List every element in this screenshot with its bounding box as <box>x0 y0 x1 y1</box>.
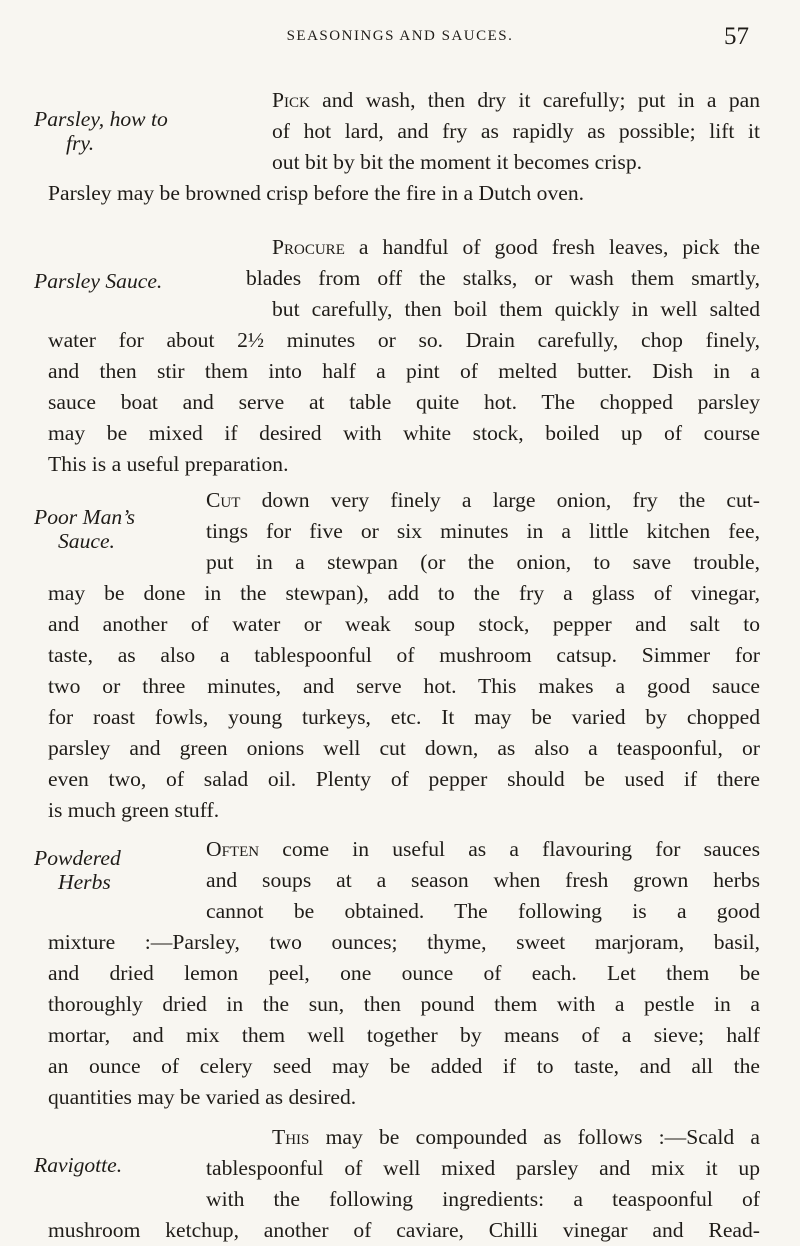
opening-word: Cut <box>206 488 241 512</box>
entry-paragraph: Pick and wash, then dry it carefully; put in a pan of hot lard, and fry as rapidly as possible; lift it out bit by bit the moment it becomes crisp. Parsley may be browned crisp before the fire in a Dutch oven. <box>48 88 760 205</box>
side-heading: Parsley, how to fry. <box>34 107 168 155</box>
entry-powdered-herbs <box>0 834 800 1113</box>
opening-word: Procure <box>272 235 345 259</box>
opening-word: This <box>272 1125 310 1149</box>
entry-parsley-fry <box>0 85 800 209</box>
opening-word: Often <box>206 837 260 861</box>
page-header <box>0 0 800 50</box>
entry-paragraph: Procure a handful of good fresh leaves, pick the blades from off the stalks, or wash them smartly, but carefully, then boil them quickly in well salted water for about 2½ minutes or so. Drain carefully, chop finely, and then stir them into half a pint of melted butter. Dish in a sauce boat and serve at table quite hot. The chopped parsley may be mixed if desired with white stock, boiled up of course This is a useful preparation. <box>48 235 760 476</box>
entry-paragraph: This may be compounded as follows :—Scald a tablespoonful of well mixed parsley and mix it up with the following ingredients: a teaspoonful of mushroom ketchup, another of caviare, Chilli vinegar and Read- <box>48 1125 760 1242</box>
entry-parsley-sauce <box>0 232 800 480</box>
side-heading: Powdered Herbs <box>34 846 121 894</box>
side-heading: Ravigotte. <box>34 1153 123 1177</box>
opening-word: Pick <box>272 88 310 112</box>
entry-ravigotte <box>0 1122 800 1246</box>
side-heading: Poor Man’s Sauce. <box>34 505 135 553</box>
side-heading: Parsley Sauce. <box>34 269 163 293</box>
page-number: 57 <box>724 23 749 50</box>
entry-paragraph: Often come in useful as a flavouring for sauces and soups at a season when fresh grown herbs cannot be obtained. The following is a good mixture :—Parsley, two ounces; thyme, sweet marjoram, basil, and dried lemon peel, one ounce of each. Let them be thoroughly dried in the sun, then pound them with a pestle in a mortar, and mix them well together by means of a sieve; half an ounce of celery seed may be added if to taste, and all the quantities may be varied as desired. <box>48 837 760 1109</box>
entry-poor-mans-sauce <box>0 485 800 826</box>
running-head: SEASONINGS AND SAUCES. <box>286 28 514 44</box>
entry-paragraph: Cut down very finely a large onion, fry the cut- tings for five or six minutes in a little kitchen fee, put in a stewpan (or the onion, to save trouble, may be done in the stewpan), add to the fry a glass of vinegar, and another of water or weak soup stock, pepper and salt to taste, as also a tablespoonful of mushroom catsup. Simmer for two or three minutes, and serve hot. This makes a good sauce for roast fowls, young turkeys, etc. It may be varied by chopped parsley and green onions well cut down, as also a teaspoonful, or even two, of salad oil. Plenty of pepper should be used if there is much green stuff. <box>48 488 760 822</box>
